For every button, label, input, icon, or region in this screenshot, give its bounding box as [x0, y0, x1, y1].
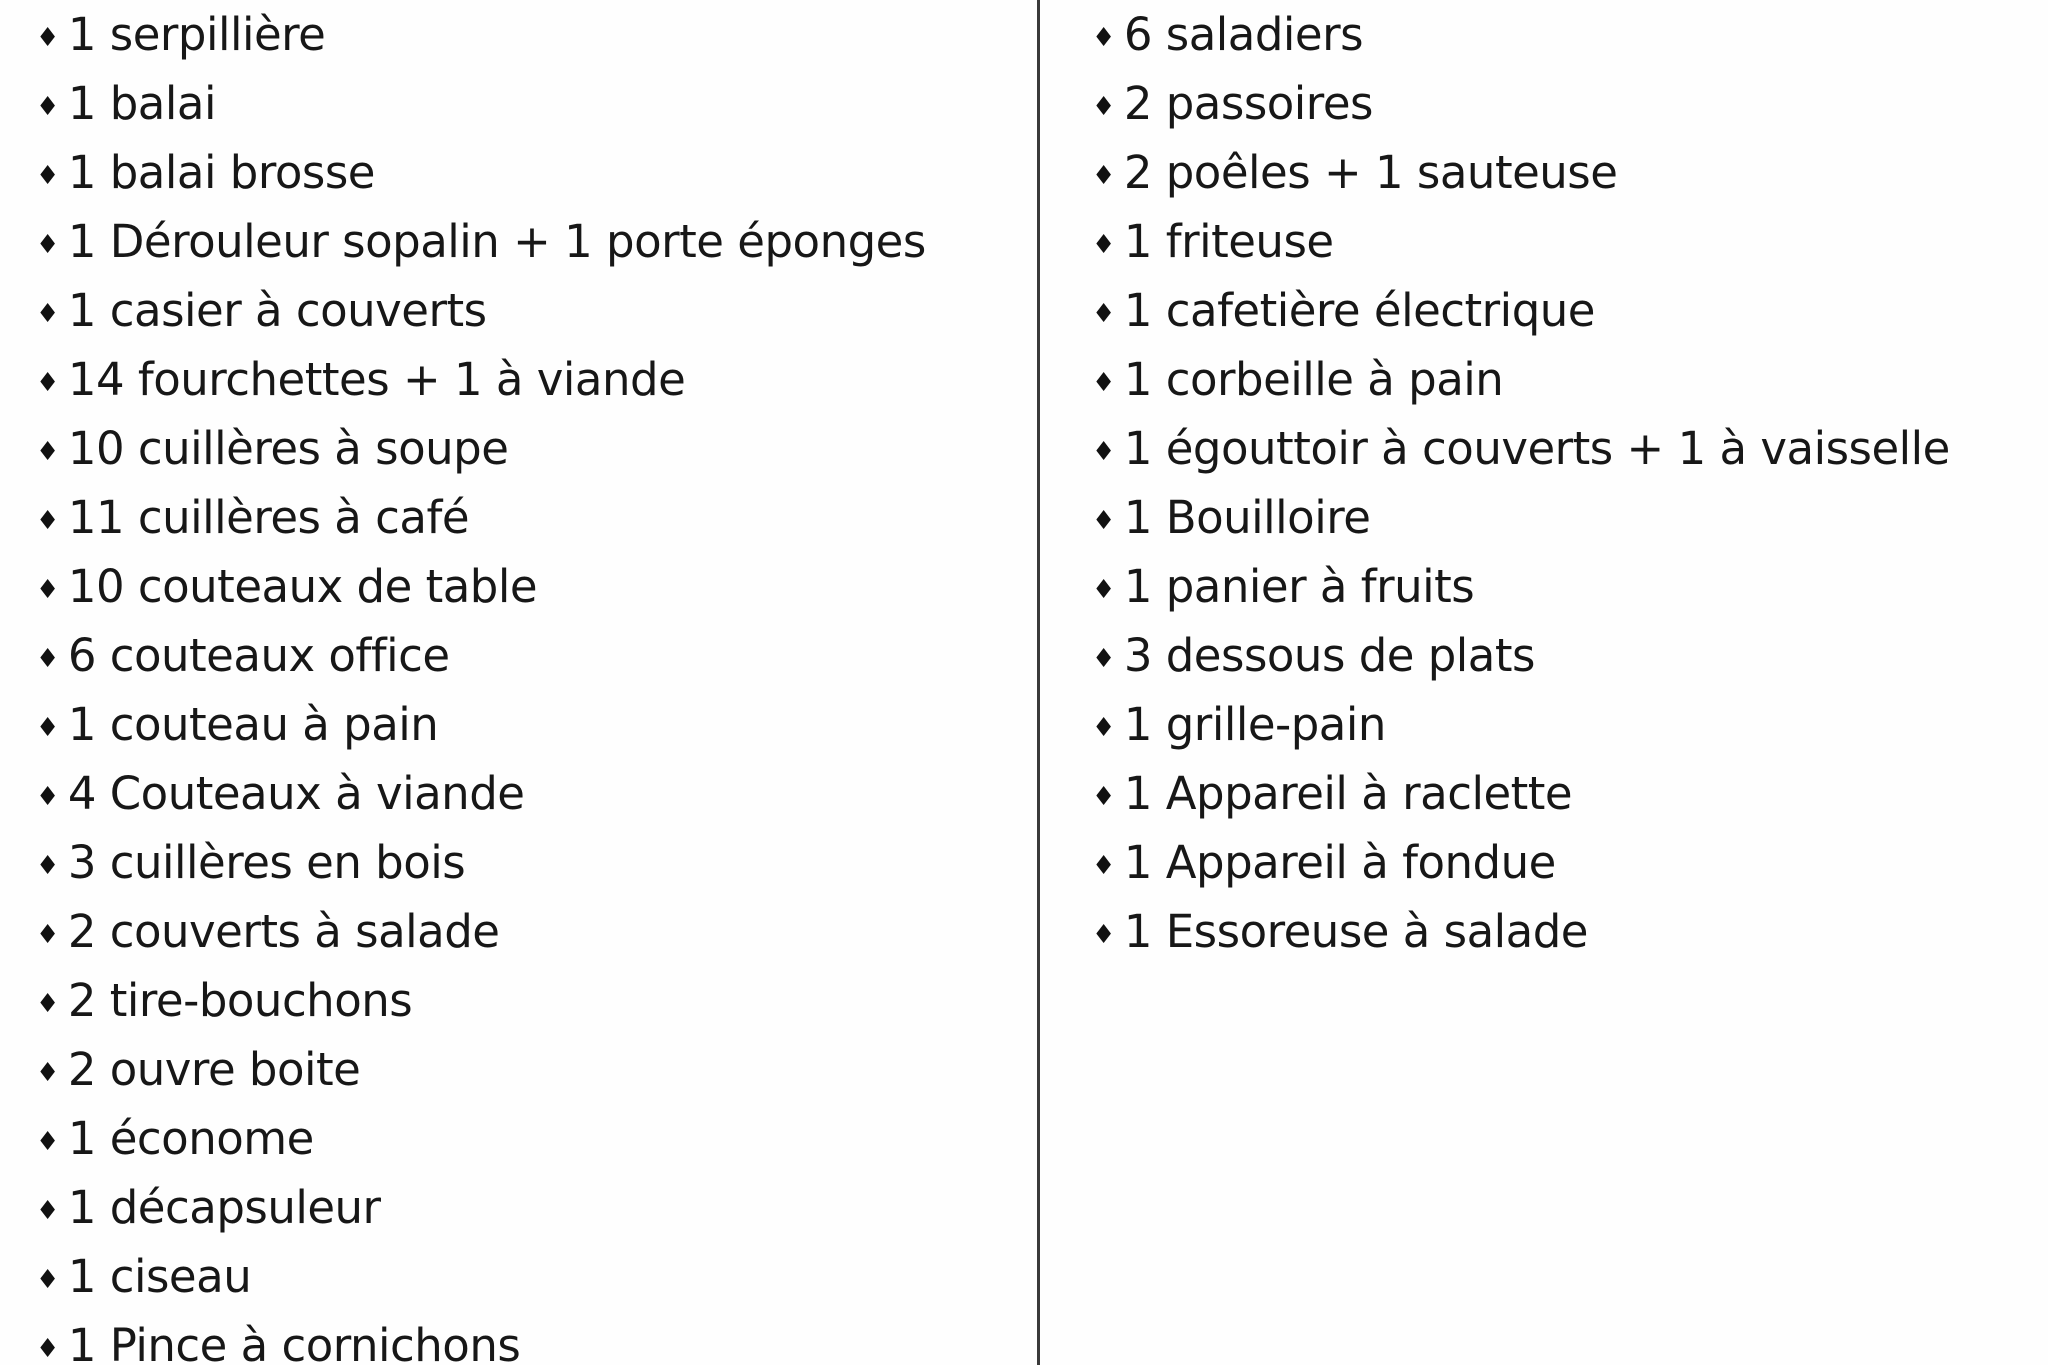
item-label: 10 cuillères à soupe [67, 422, 509, 475]
diamond-bullet-icon: ♦ [36, 1264, 59, 1295]
item-label: 1 corbeille à pain [1123, 353, 1504, 406]
diamond-bullet-icon: ♦ [1092, 643, 1115, 674]
list-item [1092, 416, 2012, 485]
list-item [36, 1175, 996, 1244]
diamond-bullet-icon: ♦ [1092, 436, 1115, 467]
list-item [1092, 623, 2012, 692]
diamond-bullet-icon: ♦ [36, 1195, 59, 1226]
item-label: 1 balai brosse [67, 146, 375, 199]
list-item [1092, 209, 2012, 278]
item-label: 4 Couteaux à viande [67, 767, 525, 820]
inventory-column-right [1092, 2, 2012, 968]
item-label: 10 couteaux de table [67, 560, 538, 613]
diamond-bullet-icon: ♦ [36, 1057, 59, 1088]
item-label: 2 poêles + 1 sauteuse [1123, 146, 1618, 199]
diamond-bullet-icon: ♦ [36, 160, 59, 191]
diamond-bullet-icon: ♦ [36, 712, 59, 743]
diamond-bullet-icon: ♦ [1092, 22, 1115, 53]
item-label: 2 ouvre boite [67, 1043, 361, 1096]
inventory-list-left [36, 2, 996, 1365]
item-label: 1 Dérouleur sopalin + 1 porte éponges [67, 215, 926, 268]
diamond-bullet-icon: ♦ [1092, 298, 1115, 329]
list-item [36, 1037, 996, 1106]
list-item [36, 2, 996, 71]
diamond-bullet-icon: ♦ [36, 643, 59, 674]
diamond-bullet-icon: ♦ [36, 850, 59, 881]
item-label: 1 Bouilloire [1123, 491, 1371, 544]
item-label: 2 tire-bouchons [67, 974, 413, 1027]
list-item [1092, 554, 2012, 623]
list-item [36, 899, 996, 968]
list-item [1092, 485, 2012, 554]
list-item [36, 1244, 996, 1313]
diamond-bullet-icon: ♦ [36, 367, 59, 398]
item-label: 3 cuillères en bois [67, 836, 466, 889]
item-label: 1 égouttoir à couverts + 1 à vaisselle [1123, 422, 1950, 475]
item-label: 6 saladiers [1123, 8, 1364, 61]
item-label: 1 Appareil à raclette [1123, 767, 1573, 820]
list-item [1092, 761, 2012, 830]
item-label: 3 dessous de plats [1123, 629, 1535, 682]
diamond-bullet-icon: ♦ [1092, 229, 1115, 260]
list-item [1092, 692, 2012, 761]
diamond-bullet-icon: ♦ [1092, 367, 1115, 398]
item-label: 1 Pince à cornichons [67, 1319, 521, 1365]
diamond-bullet-icon: ♦ [1092, 850, 1115, 881]
list-item [1092, 830, 2012, 899]
diamond-bullet-icon: ♦ [1092, 919, 1115, 950]
list-item [36, 209, 996, 278]
diamond-bullet-icon: ♦ [36, 781, 59, 812]
item-label: 2 couverts à salade [67, 905, 500, 958]
item-label: 1 panier à fruits [1123, 560, 1475, 613]
list-item [36, 968, 996, 1037]
diamond-bullet-icon: ♦ [36, 505, 59, 536]
item-label: 6 couteaux office [67, 629, 450, 682]
diamond-bullet-icon: ♦ [36, 919, 59, 950]
list-item [36, 623, 996, 692]
diamond-bullet-icon: ♦ [1092, 160, 1115, 191]
diamond-bullet-icon: ♦ [36, 1333, 59, 1364]
list-item [36, 554, 996, 623]
list-item [36, 692, 996, 761]
diamond-bullet-icon: ♦ [1092, 574, 1115, 605]
list-item [36, 140, 996, 209]
list-item [1092, 71, 2012, 140]
diamond-bullet-icon: ♦ [1092, 712, 1115, 743]
list-item [36, 347, 996, 416]
item-label: 11 cuillères à café [67, 491, 470, 544]
list-item [36, 1313, 996, 1365]
item-label: 1 casier à couverts [67, 284, 487, 337]
diamond-bullet-icon: ♦ [36, 436, 59, 467]
list-item [36, 1106, 996, 1175]
inventory-column-left [36, 2, 996, 1365]
item-label: 1 ciseau [67, 1250, 252, 1303]
diamond-bullet-icon: ♦ [36, 22, 59, 53]
item-label: 1 balai [67, 77, 216, 130]
diamond-bullet-icon: ♦ [1092, 91, 1115, 122]
item-label: 1 Appareil à fondue [1123, 836, 1556, 889]
item-label: 1 couteau à pain [67, 698, 439, 751]
column-divider-line [1037, 0, 1040, 1365]
diamond-bullet-icon: ♦ [36, 91, 59, 122]
list-item [36, 761, 996, 830]
item-label: 1 serpillière [67, 8, 326, 61]
item-label: 1 décapsuleur [67, 1181, 381, 1234]
list-item [36, 71, 996, 140]
list-item [1092, 140, 2012, 209]
inventory-list-right [1092, 2, 2012, 968]
list-item [1092, 278, 2012, 347]
diamond-bullet-icon: ♦ [36, 988, 59, 1019]
list-item [1092, 2, 2012, 71]
list-item [1092, 347, 2012, 416]
list-item [36, 830, 996, 899]
list-item [36, 416, 996, 485]
diamond-bullet-icon: ♦ [1092, 781, 1115, 812]
list-item [36, 485, 996, 554]
diamond-bullet-icon: ♦ [36, 1126, 59, 1157]
item-label: 1 économe [67, 1112, 314, 1165]
diamond-bullet-icon: ♦ [36, 298, 59, 329]
diamond-bullet-icon: ♦ [36, 574, 59, 605]
list-item [36, 278, 996, 347]
item-label: 1 grille-pain [1123, 698, 1386, 751]
item-label: 1 cafetière électrique [1123, 284, 1595, 337]
list-item [1092, 899, 2012, 968]
diamond-bullet-icon: ♦ [36, 229, 59, 260]
item-label: 14 fourchettes + 1 à viande [67, 353, 686, 406]
item-label: 2 passoires [1123, 77, 1373, 130]
item-label: 1 Essoreuse à salade [1123, 905, 1588, 958]
item-label: 1 friteuse [1123, 215, 1334, 268]
diamond-bullet-icon: ♦ [1092, 505, 1115, 536]
